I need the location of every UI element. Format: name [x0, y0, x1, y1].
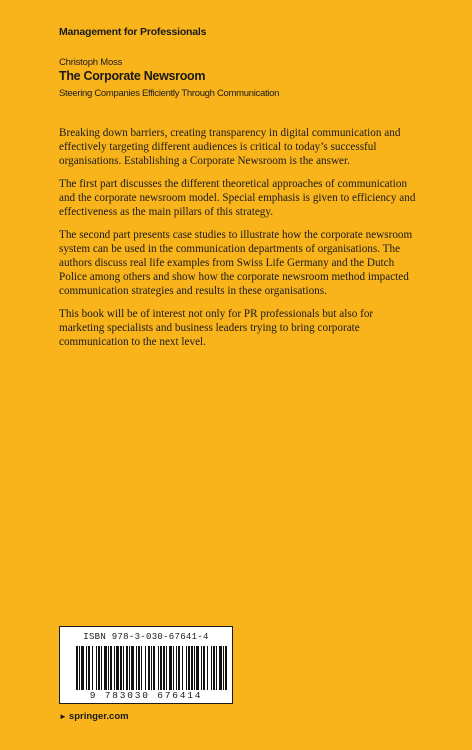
barcode-number: 9 783030 676414	[89, 690, 203, 701]
author-name: Christoph Moss	[59, 57, 123, 68]
arrow-right-icon: ►	[59, 712, 67, 721]
description-paragraph: The second part presents case studies to illustrate how the corporate newsroom system can be used in the communication departments of organisations. The authors discuss real life examples from Swiss Life Germany and the Dutch Police among others and show how the corporate newsroom method impacted communication strategies and results in these organisations.	[59, 229, 413, 297]
publisher-link-label: springer.com	[68, 711, 129, 722]
book-description	[59, 126, 421, 358]
barcode-icon	[76, 646, 228, 690]
description-paragraph: The first part discusses the different theoretical approaches of communication and the corporate newsroom model. Special emphasis is given to efficiency and effectiveness as the main pillars of this strategy.	[59, 178, 416, 218]
series-name: Management for Professionals	[59, 26, 207, 38]
isbn-barcode-box	[59, 626, 233, 704]
book-title: The Corporate Newsroom	[59, 69, 206, 83]
isbn-label: ISBN 978-3-030-67641-4	[83, 632, 209, 642]
description-paragraph: This book will be of interest not only for PR professionals but also for marketing specialists and business leaders trying to bring corporate communication to the next level.	[59, 308, 374, 348]
description-paragraph: Breaking down barriers, creating transparency in digital communication and effectively targeting different audiences is critical to today’s successful organisations. Establishing a Corporate Newsroom is the answer.	[59, 127, 401, 167]
book-subtitle: Steering Companies Efficiently Through Communication	[59, 88, 280, 99]
publisher-link[interactable]	[59, 711, 129, 722]
